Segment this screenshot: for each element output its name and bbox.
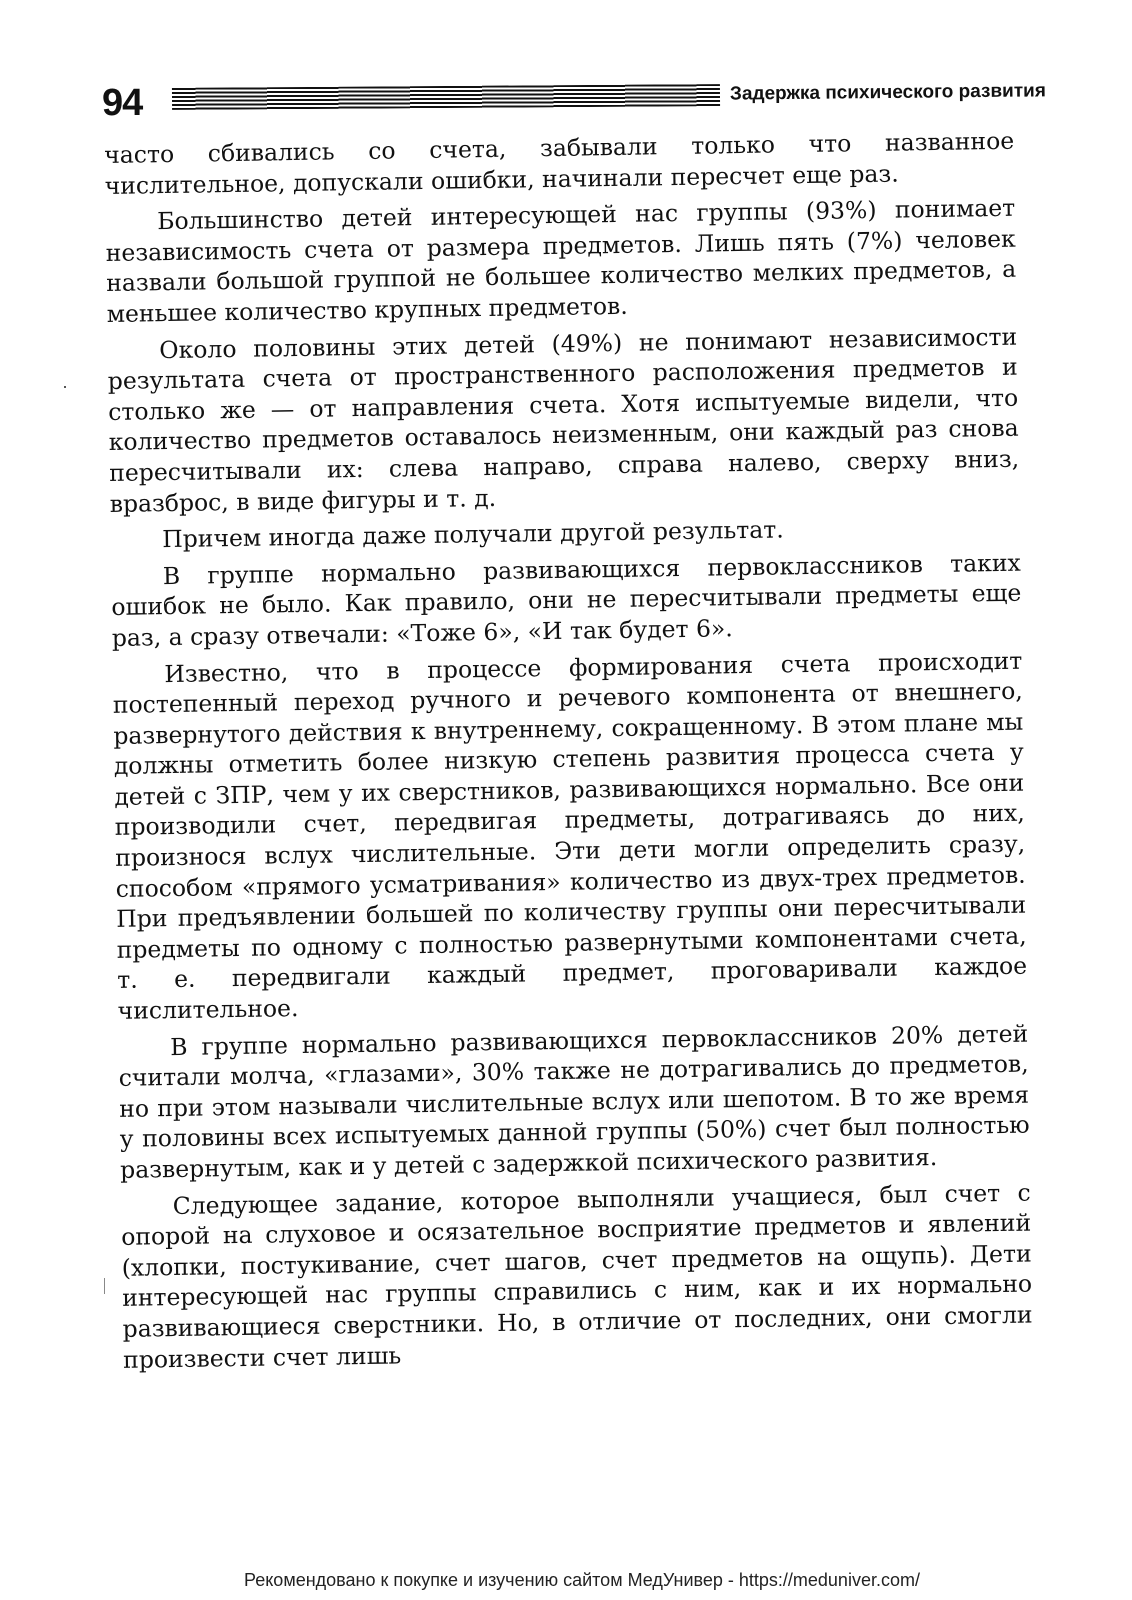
footer-recommendation: Рекомендовано к покупке и изучению сайтом МедУнивер - https://meduniver.com/ xyxy=(244,1570,920,1590)
paragraph: часто сбивались со счета, забывали только что названное числительное, допускали ошибки, начинали пересчет еще раз. xyxy=(104,126,1015,200)
header-rule xyxy=(172,84,720,110)
paragraph: Большинство детей интересующей нас группы (93%) понимает независимость счета от размера предметов. Лишь пять (7%) человек назвали большой группой не большее количество мелких предметов, а меньшее количество крупных предметов. xyxy=(105,193,1017,328)
paragraph: Около половины этих детей (49%) не понимают независимости результата счета от пространственного расположения предметов и столько же — от направления счета. Хотя испытуемые видели, что количество предметов оставалось неизменным, они каждый раз снова пересчитывали их: слева направо, справа налево, сверху вниз, вразброс, в виде фигуры и т. д. xyxy=(107,322,1020,518)
paragraph: Причем иногда даже получали другой результат. xyxy=(162,515,784,554)
page-header xyxy=(102,78,1046,128)
paragraph: В группе нормально развивающихся первоклассников таких ошибок не было. Как правило, они не пересчитывали предметы еще раз, а сразу отвечали: «Тоже 6», «И так будет 6». xyxy=(111,548,1022,652)
body-text xyxy=(104,126,1033,1381)
paragraph: Известно, что в процессе формирования счета происходит постепенный переход ручного и речевого компонента от внешнего, развернутого действия к внутреннему, сокращенному. В этом плане мы должны отметить более низкую степень развития процесса счета у детей с ЗПР, чем у их сверстников, развивающихся нормально. Все они производили счет, передвигая предметы, дотрагиваясь до них, произнося вслух числительные. Эти дети могли определить сразу, способом «прямого усматривания» количество из двух-трех предметов. При предъявлении большей по количеству группы они пересчитывали предметы по одному с полностью развернутыми компонентами счета, т. е. передвигали каждый предмет, проговаривали каждое числительное. xyxy=(112,646,1028,1025)
page-number: 94 xyxy=(102,82,143,124)
paragraph: Следующее задание, которое выполняли учащиеся, был счет с опорой на слуховое и осязательное восприятие предметов и явлений (хлопки, постукивание, счет шагов, счет предметов на ощупь). Дети интересующей нас группы справились с ним, как и их нормально развивающиеся сверстники. Но, в отличие от последних, они смогли произвести счет лишь xyxy=(121,1178,1033,1374)
scan-speck xyxy=(64,386,66,388)
paragraph: В группе нормально развивающихся первоклассников 20% детей считали молча, «глазами», 30% также не дотрагивались до предметов, но при этом называли числительные вслух или шепотом. В то же время у половины всех испытуемых данной группы (50%) счет был полностью развернутым, как и у детей с задержкой психического развития. xyxy=(118,1019,1030,1184)
scan-speck xyxy=(104,1278,105,1294)
running-title: Задержка психического развития xyxy=(729,80,1046,105)
